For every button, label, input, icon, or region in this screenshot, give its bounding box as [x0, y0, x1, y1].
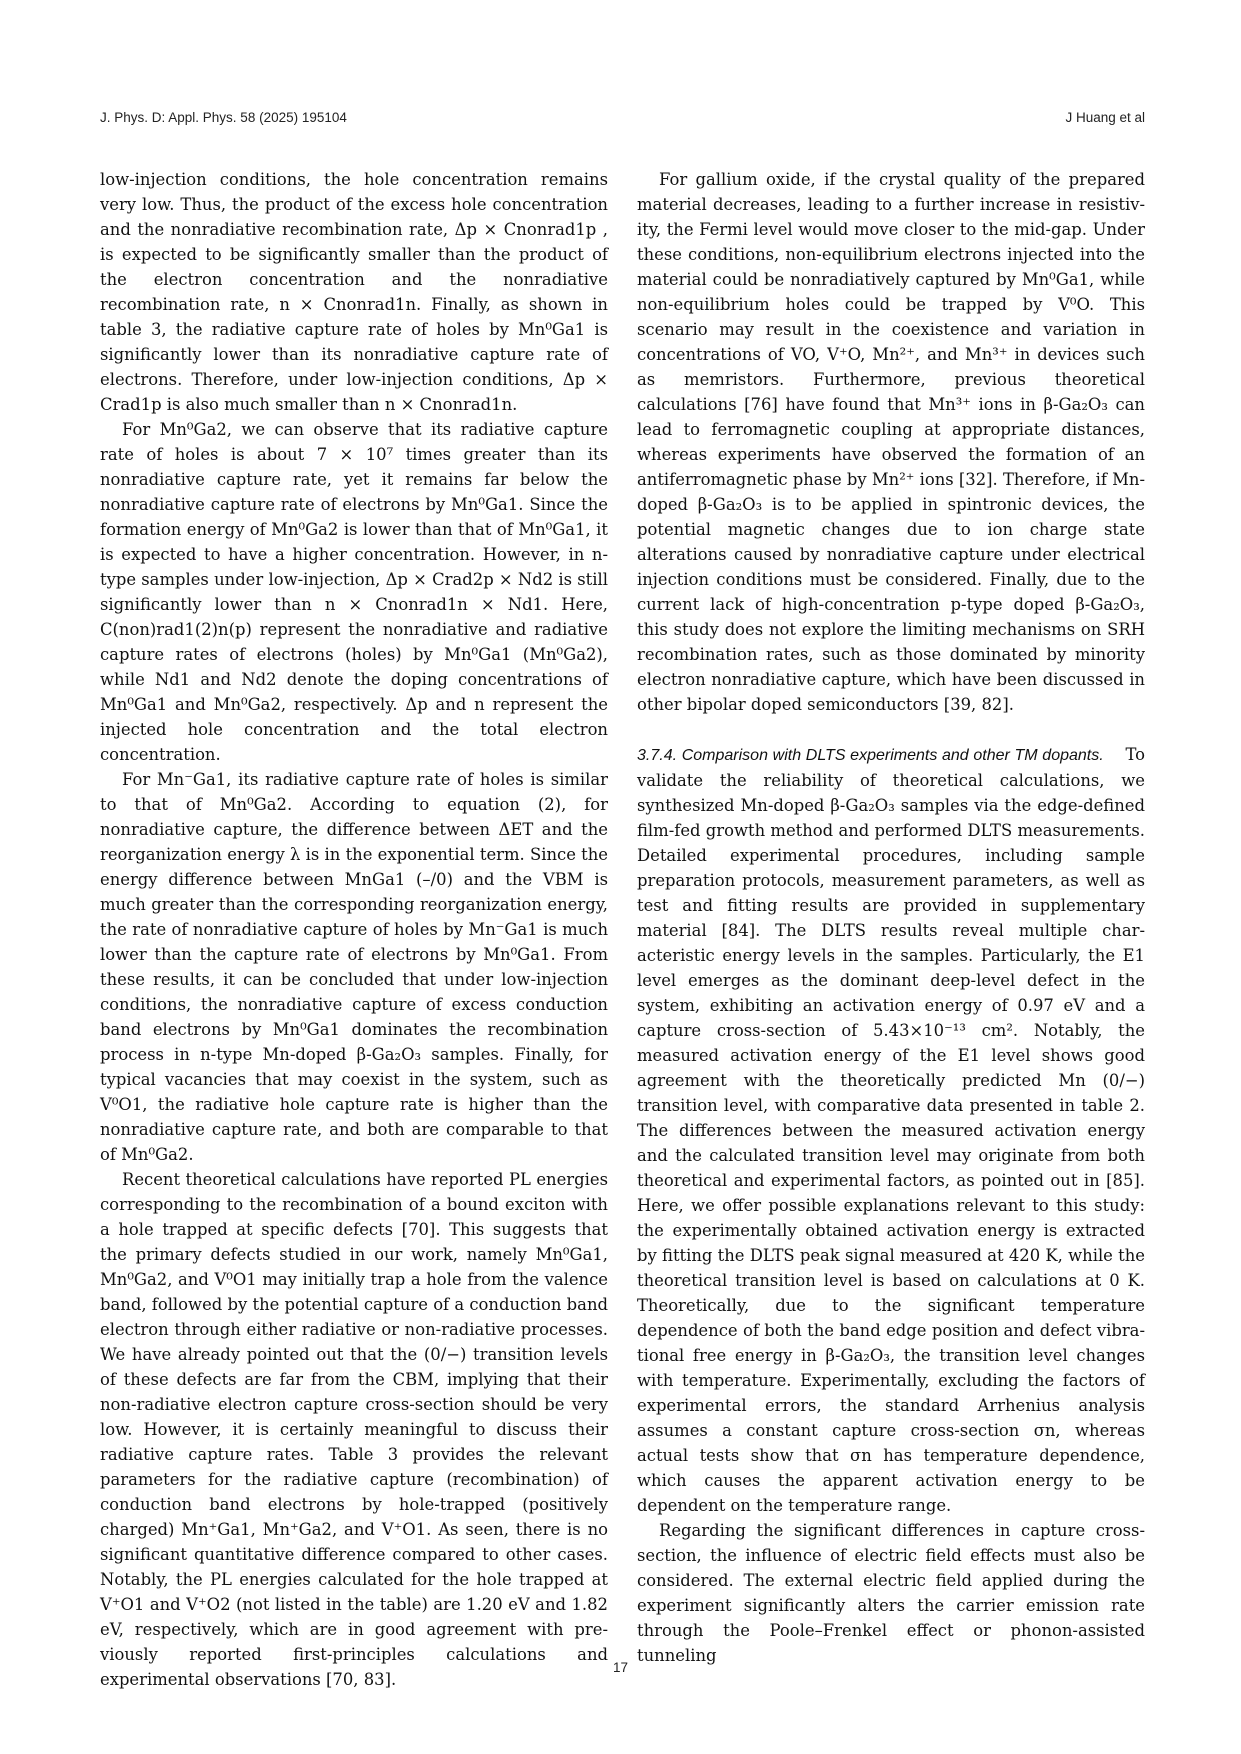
left-column: [100, 167, 608, 1692]
section-3-7-4: [637, 742, 1145, 1518]
page-number: 17: [612, 1660, 629, 1675]
paragraph-mn-ga1-minus: For Mn⁻Ga1, its radiative capture rate of holes is similar to that of Mn⁰Ga2. According to equation (2), for nonradiative capture, the difference between ΔET and the reorganization energy λ is in the exponential term. Since the energy difference between MnGa1 (–/0) and the VBM is much greater than the corresponding reorganization energy, the rate of nonradiative capture of holes by Mn⁻Ga1 is much lower than the capture rate of electrons by Mn⁰Ga1. From these results, it can be concluded that under low-injection conditions, the nonradiative capture of excess conduction band electrons by Mn⁰Ga1 dominates the recombination process in n-type Mn-doped β-Ga₂O₃ samples. Finally, for typical vacancies that may coexist in the system, such as V⁰O1, the radiative hole capture rate is higher than the nonradiative capture rate, and both are comparable to that of Mn⁰Ga2.: [100, 770, 608, 1164]
section-heading: 3.7.4. Comparison with DLTS experiments and other TM dopants.: [637, 747, 1104, 764]
paragraph-mn-ga2: For Mn⁰Ga2, we can observe that its radiative capture rate of holes is about 7 × 10⁷ times greater than its nonradiative capture rate, yet it remains far below the nonradiative capture rate of electrons by Mn⁰Ga1. Since the formation energy of Mn⁰Ga2 is lower than that of Mn⁰Ga1, it is expected to have a higher concentration. However, in n-type samples under low-injection, Δp × Crad2p × Nd2 is still significantly lower than n × Cnonrad1n × Nd1. Here, C(non)rad1(2)n(p) represent the nonradiative and radiative capture rates of electrons (holes) by Mn⁰Ga1 (Mn⁰Ga2), while Nd1 and Nd2 denote the doping concentrations of Mn⁰Ga1 and Mn⁰Ga2, respectively. Δp and n represent the injected hole concentration and the total electron concentration.: [100, 420, 608, 764]
running-header: [100, 110, 1145, 130]
paragraph-dlts: To validate the reliability of theoretical calculations, we synthesized Mn-doped β-Ga₂O₃ samples via the edge-defined film-fed growth method and performed DLTS measurements. Detailed experimental procedures, including sample preparation protocols, measurement parameters, as well as test and fitting results are provided in supplementary material [84]. The DLTS results reveal multiple characteristic energy levels in the samples. Particularly, the E1 level emerges as the dominant deep-level defect in the system, exhibiting an activation energy of 0.97 eV and a capture cross-section of 5.43×10⁻¹³ cm². Notably, the measured activation energy of the E1 level shows good agreement with the theoretically predicted Mn (0/−) transition level, with comparative data presented in table 2. The differences between the measured activation energy and the calculated transition level may originate from both theoretical and experimental factors, as pointed out in [85]. Here, we offer possible explanations relevant to this study: the experimentally obtained activation energy is extracted by fitting the DLTS peak signal measured at 420 K, while the theoretical transition level is based on calculations at 0 K. Theoretically, due to the significant temperature dependence of both the band edge position and defect vibrational free energy in β-Ga₂O₃, the transition level changes with temperature. Experimentally, excluding the factors of experimental errors, the standard Arrhenius analysis assumes a constant capture cross-section σn, whereas actual tests show that σn has temperature dependence, which causes the apparent activation energy to be dependent on the temperature range.: [637, 745, 1145, 1515]
paragraph-capture-cross-section: Regarding the significant differences in capture cross-section, the influence of electric field effects must also be considered. The external electric field applied during the experiment significantly alters the carrier emission rate through the Poole–Frenkel effect or phonon-assisted tunneling: [637, 1521, 1145, 1665]
paragraph-gallium-oxide: For gallium oxide, if the crystal quality of the prepared material decreases, leading to a further increase in resistivity, the Fermi level would move closer to the mid-gap. Under these conditions, non-equilibrium electrons injected into the material could be nonradiatively captured by Mn⁰Ga1, while non-equilibrium holes could be trapped by V⁰O. This scenario may result in the coexistence and variation in concentrations of VO, V⁺O, Mn²⁺, and Mn³⁺ in devices such as memristors. Furthermore, previous theoretical calculations [76] have found that Mn³⁺ ions in β-Ga₂O₃ can lead to ferromagnetic coupling at appropriate distances, whereas experiments have observed the formation of an antiferromagnetic phase by Mn²⁺ ions [32]. Therefore, if Mn-doped β-Ga₂O₃ is to be applied in spintronic devices, the potential magnetic changes due to ion charge state alterations caused by nonradiative capture under electrical injection conditions must be considered. Finally, due to the current lack of high-concentration p-type doped β-Ga₂O₃, this study does not explore the limiting mechanisms on SRH recombination rates, such as those dominated by minority electron nonradiative capture, which have been discussed in other bipolar doped semiconductors [39, 82].: [637, 170, 1145, 714]
right-column: [637, 167, 1145, 1668]
paragraph-pl-energies: Recent theoretical calculations have reported PL energies corresponding to the recombination of a bound exciton with a hole trapped at specific defects [70]. This suggests that the primary defects studied in our work, namely Mn⁰Ga1, Mn⁰Ga2, and V⁰O1 may initially trap a hole from the valence band, followed by the potential capture of a conduction band electron through either radiative or non-radiative processes. We have already pointed out that the (0/−) transition levels of these defects are far from the CBM, implying that their non-radiative electron capture cross-section should be very low. However, it is certainly meaningful to discuss their radiative capture rates. Table 3 provides the relevant parameters for the radiative capture (recombination) of conduction band electrons by hole-trapped (positively charged) Mn⁺Ga1, Mn⁺Ga2, and V⁺O1. As seen, there is no significant quantitative difference compared to other cases. Notably, the PL energies calculated for the hole trapped at V⁺O1 and V⁺O2 (not listed in the table) are 1.20 eV and 1.82 eV, respectively, which are in good agreement with previously reported first-principles calculations and experimental observations [70, 83].: [100, 1170, 608, 1689]
author-running-head: J Huang et al: [1065, 110, 1145, 125]
journal-citation: J. Phys. D: Appl. Phys. 58 (2025) 195104: [100, 110, 347, 125]
paragraph-continued: low-injection conditions, the hole concentration remains very low. Thus, the product of the excess hole concentration and the nonradiative recombination rate, Δp × Cnonrad1p , is expected to be significantly smaller than the product of the electron concentration and the nonradiative recombination rate, n × Cnonrad1n. Finally, as shown in table 3, the radiative capture rate of holes by Mn⁰Ga1 is significantly lower than its nonradiative capture rate of electrons. Therefore, under low-injection conditions, Δp × Crad1p is also much smaller than n × Cnonrad1n.: [100, 170, 608, 414]
